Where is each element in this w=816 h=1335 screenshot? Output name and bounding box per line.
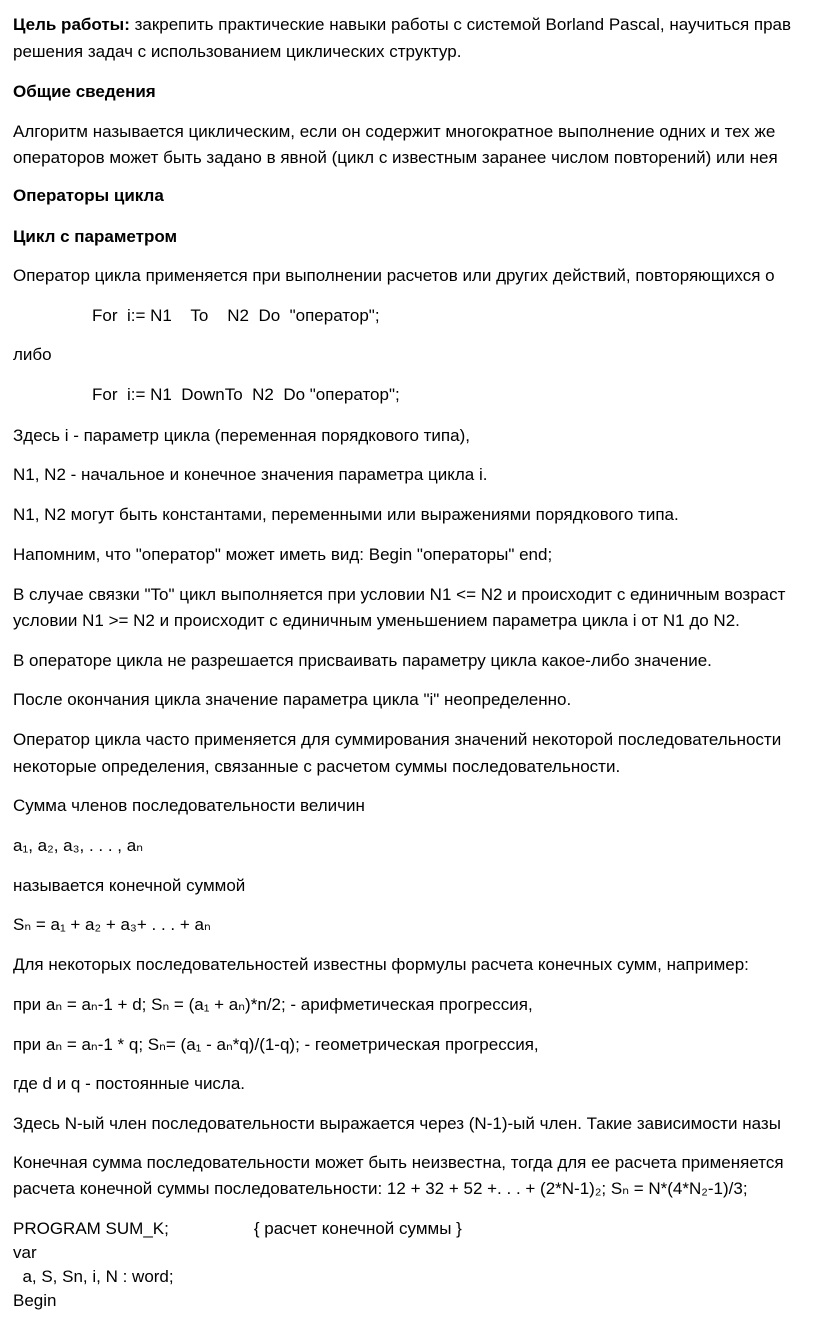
goal-line-2: решения задач с использованием циклических структур. bbox=[13, 42, 462, 61]
paragraph-no-assign: В операторе цикла не разрешается присваивать параметру цикла какое-либо значение. bbox=[13, 651, 712, 670]
paragraph-nth: Здесь N-ый член последовательности выражается через (N-1)-ый член. Такие зависимости назы bbox=[13, 1114, 781, 1133]
paragraph-unknown-2: расчета конечной суммы последовательности: 12 + 32 + 52 +. . . + (2*N-1)₂; Sₙ = N*(4*N₂-1)/3; bbox=[13, 1179, 748, 1198]
code-for-to: For i:= N1 To N2 Do "оператор"; bbox=[92, 306, 380, 325]
paragraph-called: называется конечной суммой bbox=[13, 876, 246, 895]
formula-geometric: при aₙ = aₙ-1 * q; Sₙ= (a₁ - aₙ*q)/(1-q); - геометрическая прогрессия, bbox=[13, 1035, 539, 1054]
paragraph-remind: Напомним, что "оператор" может иметь вид: Begin "операторы" end; bbox=[13, 545, 553, 564]
paragraph-sum-members: Сумма членов последовательности величин bbox=[13, 796, 365, 815]
paragraph-algorithm-1: Алгоритм называется циклическим, если он содержит многократное выполнение одних и тех же bbox=[13, 122, 776, 141]
paragraph-where: где d и q - постоянные числа. bbox=[13, 1074, 246, 1093]
paragraph-case-1: В случае связки "To" цикл выполняется при условии N1 <= N2 и происходит с единичным возраст bbox=[13, 585, 786, 604]
heading-loop-operators: Операторы цикла bbox=[13, 186, 164, 205]
formula-sum: Sₙ = a₁ + a₂ + a₃+ . . . + aₙ bbox=[13, 915, 211, 934]
code-for-downto: For i:= N1 DownTo N2 Do "оператор"; bbox=[92, 385, 400, 404]
goal-label: Цель работы: bbox=[13, 15, 130, 34]
paragraph-here-i: Здесь i - параметр цикла (переменная порядкового типа), bbox=[13, 426, 470, 445]
formula-sequence: a₁, a₂, a₃, . . . , aₙ bbox=[13, 836, 143, 855]
paragraph-algorithm-2: операторов может быть задано в явной (цикл с известным заранее числом повторений) или нея bbox=[13, 148, 778, 167]
goal-line-1 bbox=[13, 14, 791, 36]
paragraph-n1n2-const: N1, N2 могут быть константами, переменными или выражениями порядкового типа. bbox=[13, 505, 679, 524]
heading-general: Общие сведения bbox=[13, 82, 156, 101]
goal-text: закрепить практические навыки работы с системой Borland Pascal, научиться прав bbox=[129, 15, 792, 34]
paragraph-case-2: условии N1 >= N2 и происходит с единичным уменьшением параметра цикла i от N1 до N2. bbox=[13, 611, 740, 630]
program-line-1: PROGRAM SUM_K; { расчет конечной суммы } bbox=[13, 1219, 462, 1238]
paragraph-often-1: Оператор цикла часто применяется для суммирования значений некоторой последовательности bbox=[13, 730, 782, 749]
paragraph-after: После окончания цикла значение параметра цикла "i" неопределенно. bbox=[13, 690, 572, 709]
paragraph-unknown-1: Конечная сумма последовательности может быть неизвестна, тогда для ее расчета применяется bbox=[13, 1153, 784, 1172]
paragraph-formulas: Для некоторых последовательностей известны формулы расчета конечных сумм, например: bbox=[13, 955, 749, 974]
heading-parameter-loop: Цикл с параметром bbox=[13, 227, 178, 246]
program-line-4: Begin bbox=[13, 1291, 57, 1310]
paragraph-apply: Оператор цикла применяется при выполнении расчетов или других действий, повторяющихся о bbox=[13, 266, 775, 285]
paragraph-often-2: некоторые определения, связанные с расчетом суммы последовательности. bbox=[13, 757, 621, 776]
program-line-2: var bbox=[13, 1243, 37, 1262]
formula-arithmetic: при aₙ = aₙ-1 + d; Sₙ = (a₁ + aₙ)*n/2; - арифметическая прогрессия, bbox=[13, 995, 533, 1014]
paragraph-n1n2-values: N1, N2 - начальное и конечное значения параметра цикла i. bbox=[13, 465, 488, 484]
text-either: либо bbox=[13, 345, 52, 364]
program-line-3: a, S, Sn, i, N : word; bbox=[13, 1267, 174, 1286]
